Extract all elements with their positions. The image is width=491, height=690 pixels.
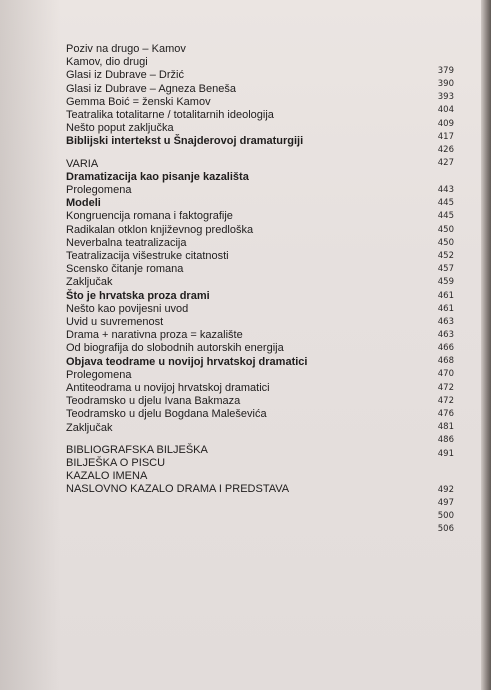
- toc-page-number: 481: [437, 422, 454, 432]
- toc-entry: NASLOVNO KAZALO DRAMA I PREDSTAVA: [66, 483, 290, 496]
- toc-entry: Biblijski intertekst u Šnajderovoj dramaturgiji: [66, 135, 304, 148]
- toc-page-number: 506: [437, 524, 454, 534]
- toc-page-number: 486: [437, 435, 454, 445]
- toc-entry: Što je hrvatska proza drami: [66, 289, 210, 302]
- toc-page-number: 463: [437, 317, 454, 327]
- toc-page-number: 417: [437, 132, 454, 142]
- toc-page-number: 472: [437, 383, 454, 393]
- toc-page-number: 472: [437, 396, 454, 406]
- toc-page-number: 427: [437, 158, 454, 168]
- toc-page-number: 500: [437, 511, 454, 521]
- toc-entry: Zaključak: [66, 421, 113, 434]
- toc-entry: Glasi iz Dubrave – Agneza Beneša: [66, 82, 236, 95]
- toc-page-number: 390: [437, 79, 454, 89]
- toc-entry: BILJEŠKA O PISCU: [66, 457, 166, 469]
- toc-page-number: 443: [437, 185, 454, 195]
- toc-page-number: 450: [437, 225, 454, 235]
- toc-entry: Kongruencija romana i faktografije: [66, 210, 233, 223]
- toc-entry: Gemma Boić = ženski Kamov: [66, 95, 211, 108]
- toc-page-number: 492: [437, 485, 454, 495]
- toc-page-number: 497: [437, 498, 454, 508]
- toc-page-number: 379: [437, 66, 454, 76]
- toc-entry: Prolegomena: [66, 184, 132, 196]
- toc-entry: Modeli: [66, 197, 101, 210]
- toc-entry: Zaključak: [66, 276, 113, 289]
- toc-entry: Drama + narativna proza = kazalište: [66, 329, 243, 342]
- toc-page-number: 450: [437, 238, 454, 248]
- toc-entry: Teodramsko u djelu Bogdana Maleševića: [66, 408, 267, 421]
- toc-entry: Kamov, dio drugi: [66, 56, 148, 69]
- toc-entry: Uvid u suvremenost: [66, 316, 164, 328]
- toc-page-number: 404: [437, 105, 454, 115]
- toc-entry: KAZALO IMENA: [66, 470, 148, 483]
- toc-entry: BIBLIOGRAFSKA BILJEŠKA: [66, 443, 208, 456]
- toc-page-number: 445: [437, 211, 454, 221]
- toc-entry: Scensko čitanje romana: [66, 263, 184, 276]
- toc-page-number: 476: [437, 409, 454, 419]
- toc-page-number: 452: [437, 251, 454, 261]
- toc-page-number: 491: [437, 449, 454, 459]
- toc-page-number: 409: [437, 119, 454, 129]
- toc-entry: Teatralika totalitarne / totalitarnih ideologija: [66, 109, 274, 121]
- toc-entry: Nešto poput zaključka: [66, 122, 174, 135]
- toc-page-number: 468: [437, 356, 454, 366]
- toc-entry: Dramatizacija kao pisanje kazališta: [66, 170, 249, 183]
- toc-entry: Neverbalna teatralizacija: [66, 236, 187, 249]
- toc-entry: Glasi iz Dubrave – Držić: [66, 69, 184, 82]
- toc-entry: Teatralizacija višestruke citatnosti: [66, 250, 229, 262]
- toc-entry: Poziv na drugo – Kamov: [66, 43, 186, 55]
- toc-entry: Prolegomena: [66, 368, 132, 381]
- toc-page-number: 457: [437, 264, 454, 274]
- toc-page-number: 470: [437, 369, 454, 379]
- toc-page-number: 426: [437, 145, 454, 155]
- toc-page-number: 393: [437, 92, 454, 102]
- toc-entry: Radikalan otklon književnog predloška: [66, 223, 254, 236]
- toc-entry: VARIA: [66, 157, 99, 170]
- toc-page-number: 459: [437, 277, 454, 287]
- toc-page-number: 461: [437, 304, 454, 314]
- toc-entry: Teodramsko u djelu Ivana Bakmaza: [66, 395, 241, 408]
- toc-entry: Antiteodrama u novijoj hrvatskoj dramatici: [66, 382, 270, 394]
- toc-page-number: 466: [437, 343, 454, 353]
- toc-page-number: 445: [437, 198, 454, 208]
- toc-entry: Od biografija do slobodnih autorskih energija: [66, 342, 284, 355]
- toc-entry: Nešto kao povijesni uvod: [66, 302, 189, 315]
- toc-page-number: 463: [437, 330, 454, 340]
- toc-entry: Objava teodrame u novijoj hrvatskoj dramatici: [66, 355, 308, 368]
- toc-page-number: 461: [437, 291, 454, 301]
